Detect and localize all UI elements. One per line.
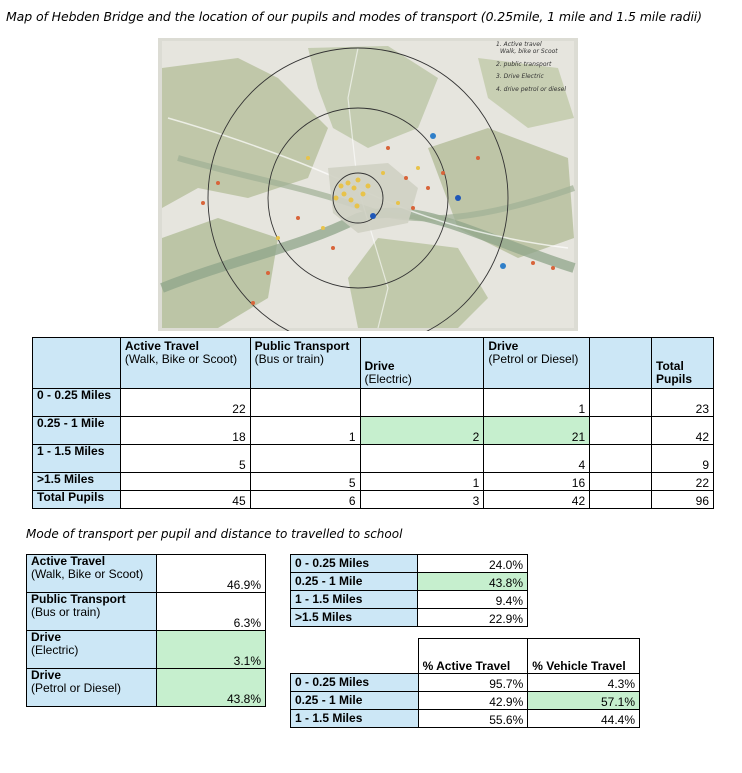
table-row [291,573,528,591]
row-label: 0 - 0.25 Miles [33,389,121,417]
table-caption: Mode of transport per pupil and distance to travelled to school [26,527,403,541]
cell: 42 [484,491,590,509]
transport-table [32,337,714,509]
table-row [291,591,528,609]
table-row [27,593,266,631]
header-drive-petrol: Drive (Petrol or Diesel) [484,338,590,389]
header-total-pupils: Total Pupils [652,338,714,389]
cell: 23 [652,389,714,417]
cell [120,473,250,491]
cell: 45 [120,491,250,509]
cell [250,389,360,417]
cell [360,389,484,417]
cell: 4.3% [528,674,640,692]
map-legend-3: 2. public transport [496,61,552,68]
header-blank [33,338,121,389]
cell [360,445,484,473]
table-row [33,491,714,509]
mode-percentage-table [26,554,266,707]
header-public-transport: Public Transport (Bus or train) [250,338,360,389]
cell [590,473,652,491]
travel-split-table [290,638,640,728]
table-header-row [291,639,640,674]
header-vehicle: % Vehicle Travel [528,639,640,674]
cell [250,445,360,473]
header-blank [291,639,419,674]
cell: 2 [360,417,484,445]
map-legend-2: Walk, bike or Scoot [500,48,558,55]
cell [590,491,652,509]
table-row [33,445,714,473]
table-row [291,710,640,728]
cell: 9 [652,445,714,473]
distance-percentage-table [290,554,528,627]
hebden-bridge-map [158,38,578,331]
cell: 42 [652,417,714,445]
cell: 9.4% [418,591,528,609]
cell: 57.1% [528,692,640,710]
row-label: 1 - 1.5 Miles [291,710,419,728]
header-drive-electric: Drive (Electric) [360,338,484,389]
cell: 24.0% [418,555,528,573]
cell: 5 [120,445,250,473]
cell [590,389,652,417]
row-label: Public Transport (Bus or train) [27,593,157,631]
map-legend-1: 1. Active travel [496,41,542,48]
cell: 22 [120,389,250,417]
cell: 5 [250,473,360,491]
table-row [291,692,640,710]
cell: 1 [250,417,360,445]
row-label: 0.25 - 1 Mile [291,692,419,710]
cell: 55.6% [418,710,528,728]
table-row [27,555,266,593]
map-legend-4: 3. Drive Electric [496,73,544,80]
header-active-travel: Active Travel (Walk, Bike or Scoot) [120,338,250,389]
cell: 46.9% [156,555,266,593]
table-row [33,473,714,491]
cell: 96 [652,491,714,509]
row-label: Drive (Electric) [27,631,157,669]
map-legend-5: 4. drive petrol or diesel [496,86,566,93]
row-label: 0.25 - 1 Mile [33,417,121,445]
header-active: % Active Travel [418,639,528,674]
cell: 43.8% [418,573,528,591]
row-label: 0 - 0.25 Miles [291,555,418,573]
cell: 1 [484,389,590,417]
cell: 6 [250,491,360,509]
cell: 44.4% [528,710,640,728]
cell: 4 [484,445,590,473]
row-label: >1.5 Miles [33,473,121,491]
cell: 1 [360,473,484,491]
page-title: Map of Hebden Bridge and the location of our pupils and modes of transport (0.25mile, 1 mile and 1.5 mile radii) [6,9,702,24]
table-row [291,674,640,692]
cell: 22.9% [418,609,528,627]
cell [590,445,652,473]
row-label: Active Travel (Walk, Bike or Scoot) [27,555,157,593]
cell: 42.9% [418,692,528,710]
cell: 18 [120,417,250,445]
table-row [33,417,714,445]
row-label: 0.25 - 1 Mile [291,573,418,591]
cell: 21 [484,417,590,445]
cell: 3.1% [156,631,266,669]
table-row [27,669,266,707]
cell: 43.8% [156,669,266,707]
table-row [291,609,528,627]
cell: 6.3% [156,593,266,631]
cell: 3 [360,491,484,509]
row-label: Total Pupils [33,491,121,509]
table-row [33,389,714,417]
cell [590,417,652,445]
table-row [27,631,266,669]
row-label: 1 - 1.5 Miles [33,445,121,473]
row-label: Drive (Petrol or Diesel) [27,669,157,707]
row-label: >1.5 Miles [291,609,418,627]
cell: 22 [652,473,714,491]
cell: 16 [484,473,590,491]
row-label: 0 - 0.25 Miles [291,674,419,692]
table-row [291,555,528,573]
row-label: 1 - 1.5 Miles [291,591,418,609]
cell: 95.7% [418,674,528,692]
header-empty [590,338,652,389]
